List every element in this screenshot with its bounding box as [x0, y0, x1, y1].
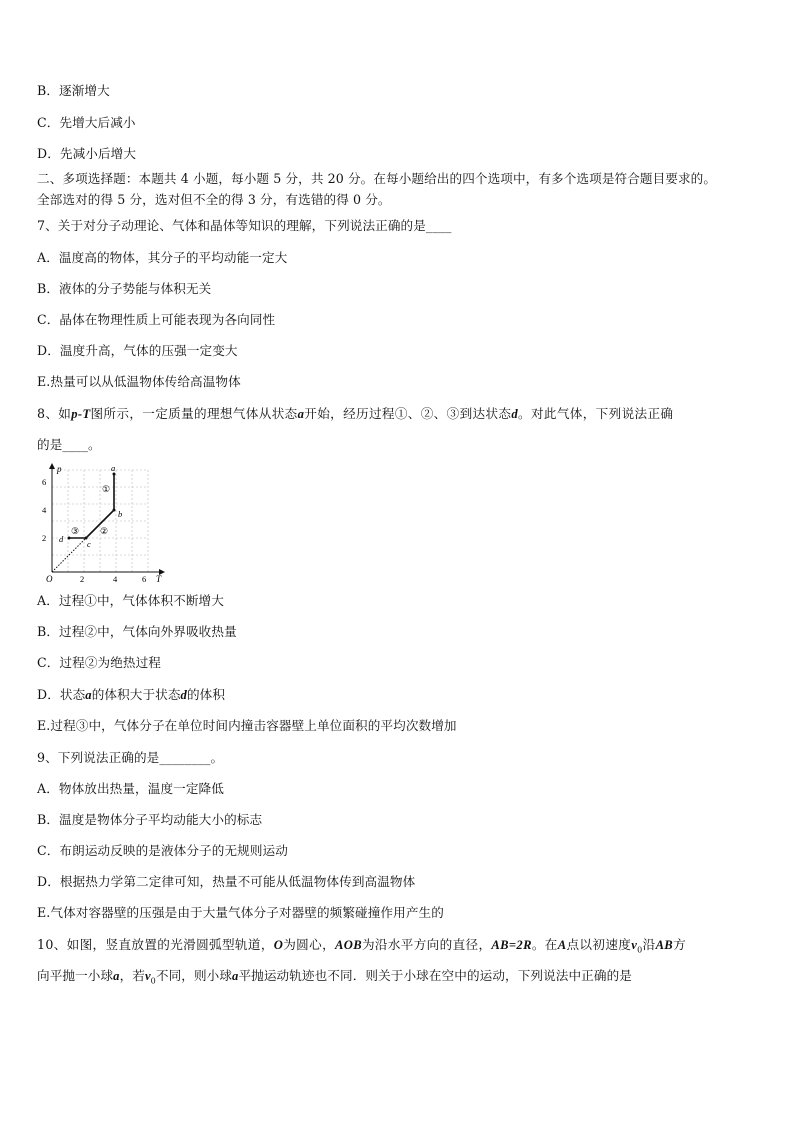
q9-option-b: B．温度是物体分子平均动能大小的标志	[37, 812, 263, 827]
q9-stem: 9、下列说法正确的是________。	[37, 750, 224, 765]
q9-option-e: E.气体对容器壁的压强是由于大量气体分子对器壁的频繁碰撞作用产生的	[37, 905, 444, 920]
q8-option-d: D．状态a的体积大于状态d的体积	[37, 687, 226, 702]
x-tick-6: 6	[142, 574, 147, 584]
state-c-label: c	[87, 539, 91, 549]
section-2-heading: 二、多项选择题：本题共 4 小题，每小题 5 分，共 20 分。在每小题给出的四个选项中，有多个选项是符合题目要求的。	[37, 171, 717, 186]
q8-option-e: E.过程③中，气体分子在单位时间内撞击容器壁上单位面积的平均次数增加	[37, 718, 457, 733]
section-2-scoring: 全部选对的得 5 分，选对但不全的得 3 分，有选错的得 0 分。	[37, 192, 391, 207]
q8-option-b: B．过程②中，气体向外界吸收热量	[37, 624, 237, 639]
q6-option-b: B．逐渐增大	[37, 83, 110, 98]
q6-option-c: C．先增大后减小	[37, 115, 136, 130]
state-b-label: b	[118, 509, 123, 519]
state-a-label: a	[111, 463, 116, 473]
process-3-marker: ③	[71, 526, 80, 536]
q9-option-c: C．布朗运动反映的是液体分子的无规则运动	[37, 843, 288, 858]
q7-stem: 7、关于对分子动理论、气体和晶体等知识的理解，下列说法正确的是____	[37, 218, 452, 233]
q9-option-d: D．根据热力学第二定律可知，热量不可能从低温物体传到高温物体	[37, 874, 416, 889]
q10-stem: 10、如图，竖直放置的光滑圆弧型轨道，O为圆心，AOB为沿水平方向的直径，AB=2R。在A点以初速度$v_0$沿AB方	[37, 937, 687, 955]
process-1-marker: ①	[102, 484, 111, 494]
y-tick-6: 6	[42, 477, 47, 487]
y-tick-4: 4	[42, 505, 47, 515]
q7-option-c: C．晶体在物理性质上可能表现为各向同性	[37, 312, 276, 327]
grid	[52, 470, 148, 572]
q7-option-b: B．液体的分子势能与体积无关	[37, 281, 212, 296]
q8-stem-cont: 的是____。	[37, 437, 101, 452]
q7-option-e: E.热量可以从低温物体传给高温物体	[37, 374, 241, 389]
q8-stem: 8、如p-T图所示，一定质量的理想气体从状态a开始，经历过程①、②、③到达状态d。对此气体，下列说法正确	[37, 406, 674, 421]
q7-option-a: A．温度高的物体，其分子的平均动能一定大	[37, 250, 288, 265]
q7-option-d: D．温度升高，气体的压强一定变大	[37, 343, 238, 358]
q8-option-c: C．过程②为绝热过程	[37, 655, 161, 670]
q6-option-d: D．先减小后增大	[37, 146, 137, 161]
q9-option-a: A．物体放出热量，温度一定降低	[37, 781, 224, 796]
q10-stem-cont: 向平抛一小球a，若$v_0$不同，则小球a平抛运动轨迹也不同．则关于小球在空中的运动，下列说法中正确的是	[37, 968, 632, 986]
p-axis-label: p	[57, 464, 62, 474]
state-d-label: d	[59, 534, 64, 544]
state-b-point	[113, 509, 116, 512]
process-2-marker: ②	[100, 526, 109, 536]
origin-label: O	[46, 574, 53, 584]
state-d-point	[68, 537, 71, 540]
q8-option-a: A．过程①中，气体体积不断增大	[37, 593, 224, 608]
x-tick-2: 2	[80, 574, 85, 584]
p-T-diagram	[38, 462, 168, 586]
y-tick-2: 2	[42, 533, 47, 543]
t-axis-label: T	[156, 574, 162, 584]
x-tick-4: 4	[113, 574, 118, 584]
